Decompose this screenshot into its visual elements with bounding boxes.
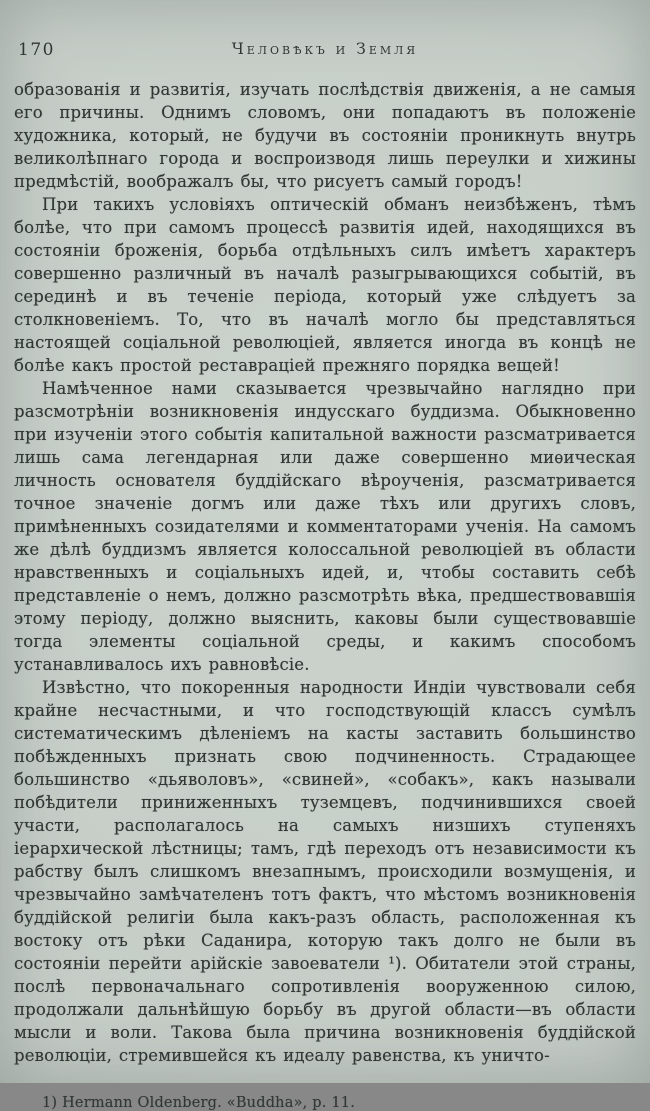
page-header — [14, 38, 636, 78]
footnote: 1) Hermann Oldenberg. «Buddha», p. 11. — [42, 1095, 356, 1111]
running-title: Человѣкъ и Земля — [231, 40, 419, 58]
paragraph-continuation: образованія и развитія, изучать послѣдствія движенія, а не самыя его причины. Однимъ словомъ, они попадаютъ въ положеніе художника, который, не будучи въ состояніи проникнуть внутрь великолѣпнаго города и воспроизводя лишь переулки и хижины предмѣстій, воображалъ бы, что рисуетъ самый городъ! — [14, 80, 636, 191]
paragraph: Намѣченное нами сказывается чрезвычайно наглядно при разсмотрѣніи возникновенія индусскаго буддизма. Обыкновенно при изученіи этого событія капитальной важности разсматривается лишь сама легендарная или даже совершенно миѳическая личность основателя буддійскаго вѣроученія, разсматривается точное значеніе догмъ или даже тѣхъ или другихъ словъ, примѣненныхъ созидателями и комментаторами ученія. На самомъ же дѣлѣ буддизмъ является колоссальной революціей въ области нравственныхъ и соціальныхъ идей, и, чтобы составить себѣ представленіе о немъ, должно разсмотрѣть вѣка, предшествовавшія этому періоду, должно выяснить, каковы были существовавшіе тогда элементы соціальной среды, и какимъ способомъ устанавливалось ихъ равновѣсіе. — [14, 379, 636, 674]
body-text — [14, 78, 636, 1067]
page-number: 170 — [18, 40, 55, 60]
paragraph: При такихъ условіяхъ оптическій обманъ неизбѣженъ, тѣмъ болѣе, что при самомъ процессѣ развитія идей, находящихся въ состояніи броженія, борьба отдѣльныхъ силъ имѣетъ характеръ совершенно различный въ началѣ разыгрывающихся событій, въ серединѣ и въ теченіе періода, который уже слѣдуетъ за столкновеніемъ. То, что въ началѣ могло бы представляться настоящей соціальной революціей, является иногда въ концѣ не болѣе какъ простой реставраціей прежняго порядка вещей! — [14, 195, 636, 375]
paragraph: Извѣстно, что покоренныя народности Индіи чувствовали себя крайне несчастными, и что господствующій классъ сумѣлъ систематическимъ дѣленіемъ на касты заставить большинство побѣжденныхъ признать свою подчиненность. Страдающее большинство «дьяволовъ», «свиней», «собакъ», какъ называли побѣдители приниженныхъ туземцевъ, подчинившихся своей участи, располагалось на самыхъ низшихъ ступеняхъ іерархической лѣстницы; тамъ, гдѣ переходъ отъ независимости къ рабству былъ слишкомъ внезапнымъ, происходили возмущенія, и чрезвычайно замѣчателенъ тотъ фактъ, что мѣстомъ возникновенія буддійской религіи была какъ-разъ область, расположенная къ востоку отъ рѣки Саданира, которую такъ долго не были въ состояніи перейти арійскіе завоеватели ¹). Обитатели этой страны, послѣ первоначальнаго сопротивленія вооруженною силою, продолжали дальнѣйшую борьбу въ другой области—въ области мысли и воли. Такова была причина возникновенія буддійской революціи, стремившейся къ идеалу равенства, къ уничто- — [14, 678, 636, 1065]
